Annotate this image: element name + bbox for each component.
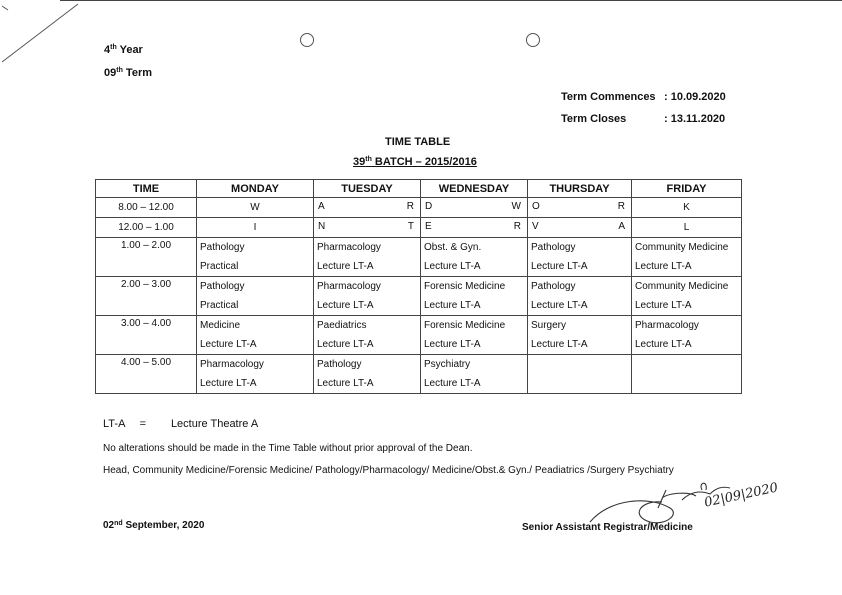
signatory: Senior Assistant Registrar/Medicine xyxy=(522,522,693,533)
subject-cell xyxy=(314,277,421,316)
subject-type: Lecture LT-A xyxy=(317,339,374,350)
letter: T xyxy=(407,221,414,232)
letter: N xyxy=(318,221,326,232)
term-commences-label: Term Commences xyxy=(561,91,656,103)
term-label: 09th Term xyxy=(104,67,153,79)
batch-title: 39th BATCH – 2015/2016 xyxy=(353,156,477,168)
subject-cell xyxy=(197,277,314,316)
interval-cell-thursday xyxy=(528,218,632,238)
interval-cell-friday: L xyxy=(632,218,742,238)
subject-cell xyxy=(632,277,742,316)
subject-type: Lecture LT-A xyxy=(635,261,692,272)
subject-cell xyxy=(314,355,421,394)
punch-hole-left xyxy=(300,33,314,47)
term-closes-label: Term Closes xyxy=(561,113,627,125)
subject-name xyxy=(531,355,628,374)
time-cell: 1.00 – 2.00 xyxy=(96,238,197,277)
time-cell: 8.00 – 12.00 xyxy=(96,198,197,218)
subject-type: Lecture LT-A xyxy=(317,378,374,389)
subject-cell xyxy=(314,316,421,355)
subject-type: Lecture LT-A xyxy=(635,300,692,311)
legend-equals: = xyxy=(139,418,147,430)
letter: E xyxy=(425,221,432,232)
col-header-time: TIME xyxy=(96,180,197,198)
subject-name: Pharmacology xyxy=(635,320,699,331)
letter: O xyxy=(532,201,540,212)
subject-name: Pharmacology xyxy=(200,359,264,370)
interval-cell-monday: I xyxy=(197,218,314,238)
subject-cell xyxy=(197,238,314,277)
col-header-friday: FRIDAY xyxy=(632,180,742,198)
subject-type: Lecture LT-A xyxy=(424,339,481,350)
punch-hole-right xyxy=(526,33,540,47)
subject-name: Pathology xyxy=(531,281,576,292)
subject-type xyxy=(635,374,738,393)
issue-date: 02nd September, 2020 xyxy=(103,520,205,531)
subject-cell xyxy=(421,355,528,394)
page-title: TIME TABLE xyxy=(385,136,451,148)
term-commences-value: : 10.09.2020 xyxy=(664,91,726,103)
letter: V xyxy=(532,221,539,232)
table-row xyxy=(96,355,742,394)
table-row xyxy=(96,238,742,277)
table-row xyxy=(96,198,742,218)
table-row xyxy=(96,218,742,238)
ward-cell-tuesday xyxy=(314,198,421,218)
letter: A xyxy=(618,221,625,232)
interval-cell-wednesday xyxy=(421,218,528,238)
subject-name: Paediatrics xyxy=(317,320,367,331)
legend-meaning: Lecture Theatre A xyxy=(170,418,259,430)
table-row xyxy=(96,316,742,355)
table-row xyxy=(96,277,742,316)
subject-type: Lecture LT-A xyxy=(424,261,481,272)
letter: D xyxy=(425,201,433,212)
letter: R xyxy=(406,201,414,212)
approval-note: No alterations should be made in the Time Table without prior approval of the Dean. xyxy=(103,443,473,454)
subject-type: Practical xyxy=(200,300,239,311)
subject-name: Pathology xyxy=(200,281,245,292)
col-header-wednesday: WEDNESDAY xyxy=(421,180,528,198)
corner-fold-line xyxy=(0,0,90,70)
subject-name: Pathology xyxy=(317,359,362,370)
subject-name: Community Medicine xyxy=(635,281,729,292)
time-cell: 12.00 – 1.00 xyxy=(96,218,197,238)
letter: R xyxy=(513,221,521,232)
subject-name: Forensic Medicine xyxy=(424,281,506,292)
subject-cell xyxy=(421,277,528,316)
col-header-thursday: THURSDAY xyxy=(528,180,632,198)
subject-type: Lecture LT-A xyxy=(531,339,588,350)
subject-type xyxy=(531,374,628,393)
col-header-monday: MONDAY xyxy=(197,180,314,198)
subject-name: Pharmacology xyxy=(317,281,381,292)
ward-cell-friday: K xyxy=(632,198,742,218)
subject-cell xyxy=(528,238,632,277)
subject-cell xyxy=(528,355,632,394)
year-label: 4th Year xyxy=(104,44,143,56)
cc-list: Head, Community Medicine/Forensic Medicine/ Pathology/Pharmacology/ Medicine/Obst.& Gyn./ Peadiatrics /Surgery Psychiatry xyxy=(103,465,674,476)
subject-cell xyxy=(528,277,632,316)
col-header-tuesday: TUESDAY xyxy=(314,180,421,198)
subject-cell xyxy=(632,316,742,355)
legend-abbr: LT-A xyxy=(103,418,125,430)
subject-type: Lecture LT-A xyxy=(424,300,481,311)
subject-type: Practical xyxy=(200,261,239,272)
time-cell: 2.00 – 3.00 xyxy=(96,277,197,316)
subject-type: Lecture LT-A xyxy=(531,261,588,272)
subject-name: Surgery xyxy=(531,320,567,331)
subject-name: Pathology xyxy=(531,242,576,253)
subject-name xyxy=(635,355,738,374)
ward-cell-monday: W xyxy=(197,198,314,218)
subject-cell xyxy=(421,238,528,277)
subject-cell xyxy=(314,238,421,277)
interval-cell-tuesday xyxy=(314,218,421,238)
letter: A xyxy=(318,201,325,212)
term-closes-value: : 13.11.2020 xyxy=(664,113,726,125)
subject-cell xyxy=(421,316,528,355)
subject-type: Lecture LT-A xyxy=(200,339,257,350)
subject-cell xyxy=(197,316,314,355)
subject-name: Forensic Medicine xyxy=(424,320,506,331)
subject-name: Obst. & Gyn. xyxy=(424,242,482,253)
subject-cell xyxy=(528,316,632,355)
subject-cell xyxy=(197,355,314,394)
ward-cell-thursday xyxy=(528,198,632,218)
subject-cell xyxy=(632,238,742,277)
time-cell: 4.00 – 5.00 xyxy=(96,355,197,394)
legend xyxy=(103,418,258,430)
subject-type: Lecture LT-A xyxy=(317,261,374,272)
subject-type: Lecture LT-A xyxy=(317,300,374,311)
handwritten-date: 02|09|2020 xyxy=(703,480,780,511)
subject-type: Lecture LT-A xyxy=(531,300,588,311)
subject-name: Pharmacology xyxy=(317,242,381,253)
timetable xyxy=(95,179,742,394)
subject-name: Pathology xyxy=(200,242,245,253)
subject-name: Medicine xyxy=(200,320,241,331)
subject-cell xyxy=(632,355,742,394)
letter: R xyxy=(617,201,625,212)
subject-type: Lecture LT-A xyxy=(200,378,257,389)
letter: W xyxy=(511,201,521,212)
subject-type: Lecture LT-A xyxy=(635,339,692,350)
top-rule xyxy=(60,0,842,1)
subject-name: Psychiatry xyxy=(424,359,471,370)
ward-cell-wednesday xyxy=(421,198,528,218)
subject-type: Lecture LT-A xyxy=(424,378,481,389)
table-header-row xyxy=(96,180,742,198)
subject-name: Community Medicine xyxy=(635,242,729,253)
time-cell: 3.00 – 4.00 xyxy=(96,316,197,355)
